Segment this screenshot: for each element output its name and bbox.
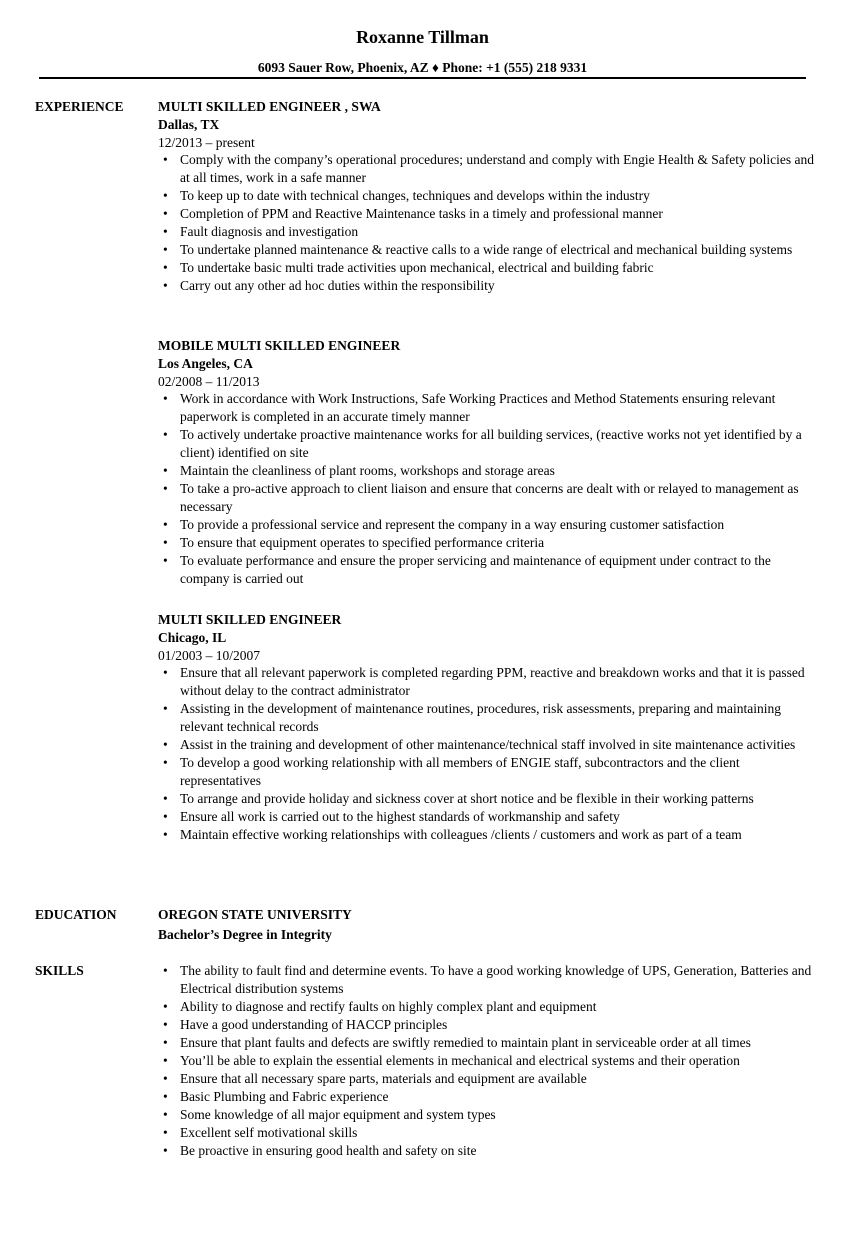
job-dates: 02/2008 – 11/2013 xyxy=(158,374,260,389)
header-divider xyxy=(39,77,806,79)
list-item: • Ensure that all necessary spare parts, materials and equipment are available xyxy=(158,1070,820,1088)
school-name: OREGON STATE UNIVERSITY xyxy=(158,907,352,922)
degree: Bachelor’s Degree in Integrity xyxy=(158,927,332,942)
list-item: • To undertake basic multi trade activities upon mechanical, electrical and building fabric xyxy=(158,259,818,277)
job-location: Dallas, TX xyxy=(158,117,220,132)
list-item: • To evaluate performance and ensure the proper servicing and maintenance of equipment under contract to the company is carried out xyxy=(158,552,818,588)
list-item: • To actively undertake proactive maintenance works for all building services, (reactive works not yet identified by a client) identified on site xyxy=(158,426,818,462)
list-item: • Comply with the company’s operational procedures; understand and comply with Engie Health & Safety policies and at all times, work in a safe manner xyxy=(158,151,818,187)
job-dates: 12/2013 – present xyxy=(158,135,255,150)
job-location: Chicago, IL xyxy=(158,630,227,645)
list-item: • Ensure all work is carried out to the highest standards of workmanship and safety xyxy=(158,808,818,826)
list-item: • Be proactive in ensuring good health and safety on site xyxy=(158,1142,820,1160)
list-item: • Excellent self motivational skills xyxy=(158,1124,820,1142)
list-item: • Ensure that plant faults and defects are swiftly remedied to maintain plant in serviceable order at all times xyxy=(158,1034,820,1052)
list-item: • To provide a professional service and represent the company in a way ensuring customer satisfaction xyxy=(158,516,818,534)
job-duties-list xyxy=(158,151,818,295)
list-item: • Fault diagnosis and investigation xyxy=(158,223,818,241)
skills-block xyxy=(158,962,820,1160)
experience-job xyxy=(158,98,818,295)
list-item: • Work in accordance with Work Instructions, Safe Working Practices and Method Statements ensuring relevant paperwork is completed in an accurate timely manner xyxy=(158,390,818,426)
list-item: • To take a pro-active approach to client liaison and ensure that concerns are dealt with or relayed to management as necessary xyxy=(158,480,818,516)
experience-heading: EXPERIENCE xyxy=(35,99,124,114)
list-item: • You’ll be able to explain the essential elements in mechanical and electrical systems and their operation xyxy=(158,1052,820,1070)
list-item: • To arrange and provide holiday and sickness cover at short notice and be flexible in their working patterns xyxy=(158,790,818,808)
list-item: • To keep up to date with technical changes, techniques and develops within the industry xyxy=(158,187,818,205)
job-dates: 01/2003 – 10/2007 xyxy=(158,648,261,663)
contact-line: 6093 Sauer Row, Phoenix, AZ ♦ Phone: +1 (555) 218 9331 xyxy=(257,60,588,75)
job-duties-list xyxy=(158,390,818,588)
job-title: MULTI SKILLED ENGINEER xyxy=(158,612,342,627)
list-item: • Completion of PPM and Reactive Maintenance tasks in a timely and professional manner xyxy=(158,205,818,223)
experience-job xyxy=(158,611,818,844)
job-title: MOBILE MULTI SKILLED ENGINEER xyxy=(158,338,401,353)
list-item: • To undertake planned maintenance & reactive calls to a wide range of electrical and mechanical building systems xyxy=(158,241,818,259)
candidate-name: Roxanne Tillman xyxy=(356,27,489,47)
list-item: • Some knowledge of all major equipment and system types xyxy=(158,1106,820,1124)
list-item: • Basic Plumbing and Fabric experience xyxy=(158,1088,820,1106)
list-item: • Ensure that all relevant paperwork is completed regarding PPM, reactive and breakdown works and that it is passed without delay to the contract administrator xyxy=(158,664,818,700)
education-heading: EDUCATION xyxy=(35,907,117,922)
job-duties-list xyxy=(158,664,818,844)
list-item: • To ensure that equipment operates to specified performance criteria xyxy=(158,534,818,552)
list-item: • Assist in the training and development of other maintenance/technical staff involved in site maintenance activities xyxy=(158,736,818,754)
list-item: • To develop a good working relationship with all members of ENGIE staff, subcontractors and the client representatives xyxy=(158,754,818,790)
education-entry xyxy=(158,906,818,944)
list-item: • Maintain effective working relationships with colleagues /clients / customers and work as part of a team xyxy=(158,826,818,844)
skills-list xyxy=(158,962,820,1160)
job-location: Los Angeles, CA xyxy=(158,356,253,371)
list-item: • Maintain the cleanliness of plant rooms, workshops and storage areas xyxy=(158,462,818,480)
job-title: MULTI SKILLED ENGINEER , SWA xyxy=(158,99,381,114)
list-item: • The ability to fault find and determine events. To have a good working knowledge of UPS, Generation, Batteries and Electrical distribution systems xyxy=(158,962,820,998)
experience-job xyxy=(158,337,818,588)
skills-heading: SKILLS xyxy=(35,963,84,978)
list-item: • Have a good understanding of HACCP principles xyxy=(158,1016,820,1034)
list-item: • Assisting in the development of maintenance routines, procedures, risk assessments, preparing and maintaining relevant technical records xyxy=(158,700,818,736)
list-item: • Carry out any other ad hoc duties within the responsibility xyxy=(158,277,818,295)
list-item: • Ability to diagnose and rectify faults on highly complex plant and equipment xyxy=(158,998,820,1016)
